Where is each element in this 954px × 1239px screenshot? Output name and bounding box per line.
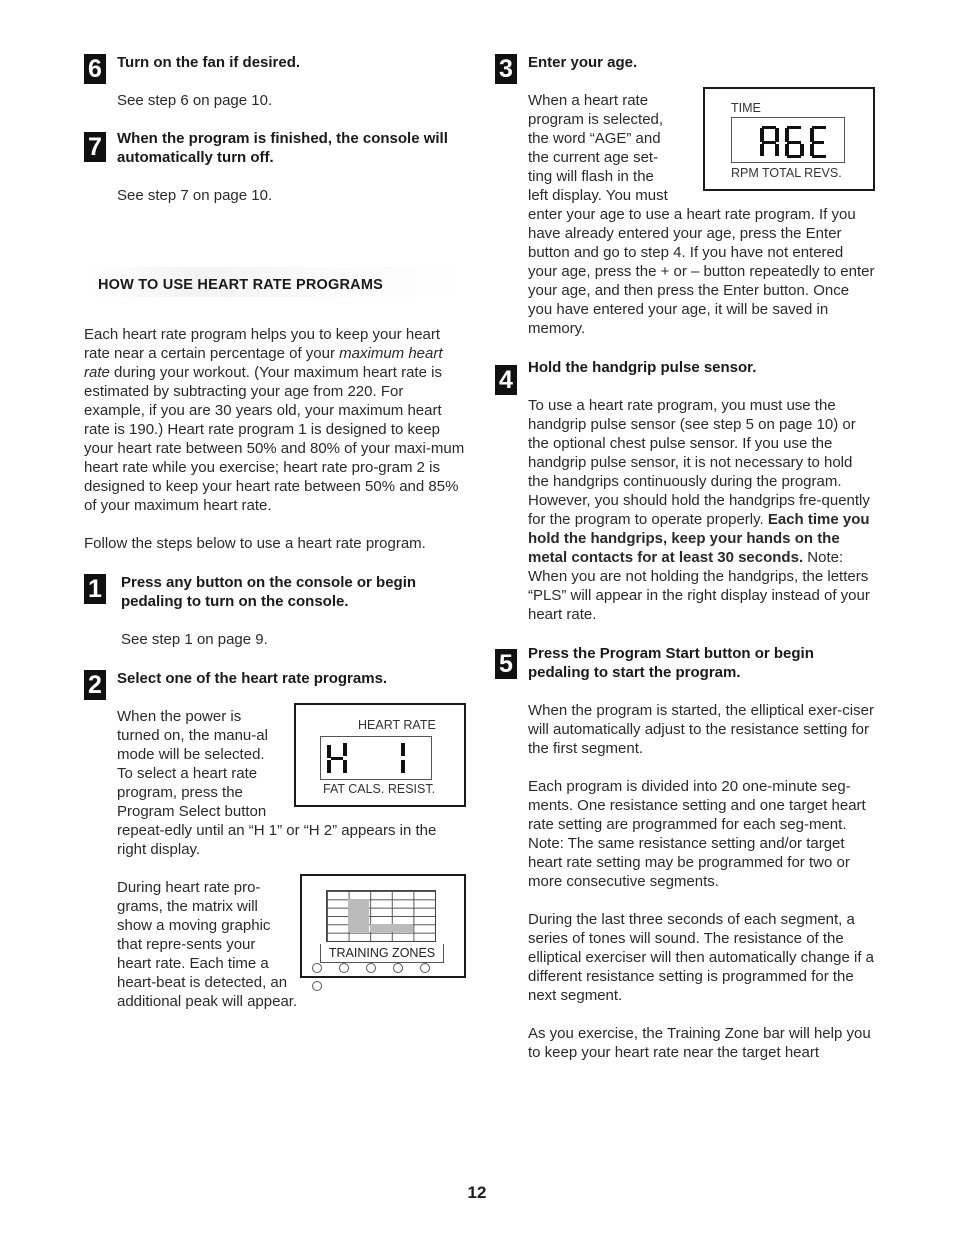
step-number-badge: 7 <box>84 132 106 162</box>
right-column <box>495 52 875 1062</box>
zone-dot <box>393 963 403 973</box>
step-title: When the program is finished, the console will automatically turn off. <box>117 130 448 166</box>
step-body: During the last three seconds of each segment, a series of tones will sound. The resistance of the elliptical exerciser will then automatically change if a different resistance setting is programmed for the next segment. <box>528 911 874 1004</box>
step-2 <box>84 668 466 1011</box>
step-body: See step 6 on page 10. <box>117 92 273 109</box>
step-title: Press the Program Start button or begin pedaling to start the program. <box>528 645 814 681</box>
lcd-h1-glyph <box>321 737 431 779</box>
step-title: Hold the handgrip pulse sensor. <box>528 359 757 376</box>
intro-emphasis: maximum heart rate <box>84 345 443 381</box>
important-note: Each time you hold the handgrips, keep your hands on the metal contacts for at least 30 seconds. <box>528 511 870 566</box>
panel-top-label: TIME <box>731 101 761 115</box>
heart-rate-display-panel <box>294 703 466 807</box>
step-number-badge: 5 <box>495 649 517 679</box>
training-zones-matrix-panel <box>300 874 466 978</box>
step-4 <box>495 357 875 624</box>
zone-dot <box>366 963 376 973</box>
step-5 <box>495 643 875 1062</box>
step-body: See step 1 on page 9. <box>121 631 268 648</box>
step-body: When the power is turned on, the manu-al mode will be selected. To select a heart rate program, press the Program Select button repeat-edly until an “H 1” or “H 2” appears in the right display. <box>117 708 437 858</box>
step-body: As you exercise, the Training Zone bar will help you to keep your heart rate near the target heart <box>528 1025 871 1061</box>
step-number-badge: 3 <box>495 54 517 84</box>
age-display-panel <box>703 87 875 191</box>
step-6 <box>84 52 466 110</box>
panel-top-label: HEART RATE <box>358 718 436 732</box>
step-3 <box>495 52 875 338</box>
step-1 <box>84 572 466 649</box>
step-body: When the program is started, the elliptical exer-ciser will automatically adjust to the resistance setting for the first segment. <box>528 702 874 757</box>
zone-dot <box>312 963 322 973</box>
zone-dot <box>339 963 349 973</box>
step-title: Turn on the fan if desired. <box>117 54 301 71</box>
step-body: When a heart rate program is selected, the word “AGE” and the current age set-ting will flash in the left display. You must enter your age to use a heart rate program. If you have already entered your age, press the Enter button and go to step 4. If you have not entered your age, press the + or – button repeatedly to enter your age, and then press the Enter button. Once you have entered your age, it will be saved in memory. <box>528 92 875 337</box>
zone-indicator-dots <box>312 960 452 972</box>
lcd-display <box>731 117 845 163</box>
step-title: Select one of the heart rate programs. <box>117 670 388 687</box>
zone-dot <box>420 963 430 973</box>
step-number-badge: 6 <box>84 54 106 84</box>
section-heading: HOW TO USE HEART RATE PROGRAMS <box>84 267 466 297</box>
intro-paragraph: Each heart rate program helps you to keep your heart rate near a certain percentage of your maximum heart rate during your workout. (Your maximum heart rate is estimated by subtracting your age from 220. For example, if you are 30 years old, your maximum heart rate is 190.) Heart rate program 1 is designed to keep your heart rate between 50% and 80% of your maxi-mum heart rate while you exercise; heart rate pro-gram 2 is designed to keep your heart rate between 50% and 85% of your maximum heart rate. <box>84 326 465 514</box>
step-body: Each program is divided into 20 one-minute seg-ments. One resistance setting and one target heart rate setting are programmed for each seg-ment. Note: The same resistance setting and/or target heart rate setting may be programmed for two or more consecutive segments. <box>528 778 866 890</box>
zone-dot <box>312 981 322 991</box>
left-column <box>84 52 466 1011</box>
step-number-badge: 2 <box>84 670 106 700</box>
step-title: Enter your age. <box>528 54 638 71</box>
training-zones-label: TRAINING ZONES <box>320 944 444 963</box>
page-number: 12 <box>467 1183 487 1202</box>
panel-bottom-label: FAT CALS. RESIST. <box>323 782 436 796</box>
lcd-display <box>320 736 432 780</box>
step-7 <box>84 128 466 205</box>
step-body: To use a heart rate program, you must use the handgrip pulse sensor (see step 5 on page 10) or the optional chest pulse sensor. If you use the handgrip pulse sensor, it is not necessary to hold the handgrips continuously during the program. However, you should hold the handgrips fre-quently for the program to operate properly. Each time you hold the handgrips, keep your hands on the metal contacts for at least 30 seconds. Note: When you are not holding the handgrips, the letters “PLS” will appear in the right display instead of your heart rate. <box>528 397 870 623</box>
panel-bottom-label: RPM TOTAL REVS. <box>731 166 842 180</box>
step-number-badge: 4 <box>495 365 517 395</box>
step-number-badge: 1 <box>84 574 106 604</box>
lcd-age-glyph <box>732 118 844 162</box>
intro-instruction: Follow the steps below to use a heart rate program. <box>84 535 426 552</box>
step-title: Press any button on the console or begin pedaling to turn on the console. <box>121 574 417 610</box>
matrix-grid <box>326 890 436 942</box>
step-body: See step 7 on page 10. <box>117 187 273 204</box>
step-body: During heart rate pro-grams, the matrix will show a moving graphic that repre-sents your heart rate. Each time a heart-beat is detected, an additional peak will appear. <box>117 879 298 1010</box>
